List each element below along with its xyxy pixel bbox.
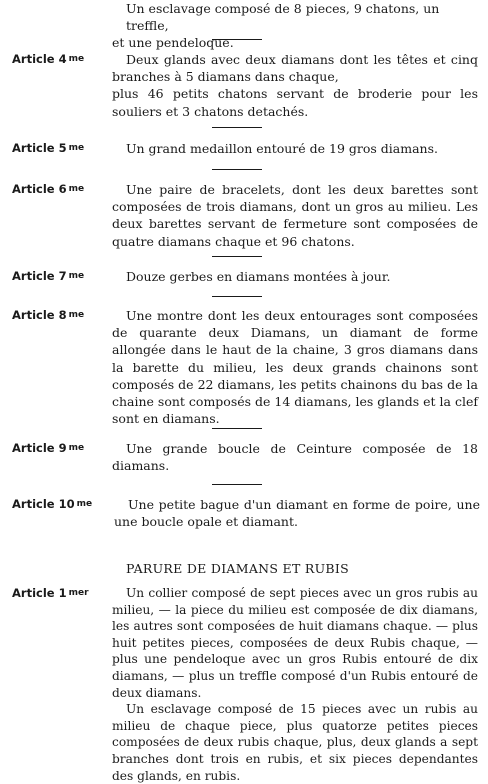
article-label: Article 6 $^{me}$ [12,182,85,196]
separator-rule [212,296,262,297]
separator-rule [212,39,262,40]
article-text: Une petite bague d'un diamant en forme de poire, une une boucle opale et diamant. [114,497,480,530]
section-title: PARURE DE DIAMANS ET RUBIS [126,561,350,576]
article-text: Deux glands avec deux diamans dont les têtes et cinq branches à 5 diamans dans chaque, plus 46 petits chatons servant de broderie pour les souliers et 3 chatons detachés. [112,52,478,119]
article-label: Article 4 $^{me}$ [12,52,85,66]
lead-paragraph [112,0,480,51]
article-label: Article 10 $^{me}$ [12,497,93,511]
article-text: Un grand medaillon entouré de 19 gros diamans. [126,141,438,156]
article-text: Une paire de bracelets, dont les deux barettes sont composées de trois diamans, dont un gros au milieu. Les deux barettes servant de fermeture sont composées de quatre diamans chaque et 96 chatons. [112,182,478,249]
article-text: Douze gerbes en diamans montées à jour. [126,269,391,284]
article-text: Une montre dont les deux entourages sont composées de quarante deux Diamans, un diamant de forme allongée dans le haut de la chaine, 3 gros diamans dans la barette du milieu, les deux grands chainons sont composés de 22 diamans, les petits chainons du bas de la chaine sont composés de 14 diamans, les glands et la clef sont en diamans. [112,308,478,427]
article-label: Article 7 $^{me}$ [12,269,85,283]
separator-rule [212,127,262,128]
article-text: Un collier composé de sept pieces avec un gros rubis au milieu, — la piece du milieu est composée de dix diamans, les autres sont composées de huit diamans chaque. — plus huit petites pieces, composées de deux Rubis chaque, — plus une pendeloque avec un gros Rubis entouré de dix diamans, — plus un treffle composé d'un Rubis entouré de deux diamans. Un esclavage composé de 15 pieces avec un rubis au milieu de chaque piece, plus quatorze petites pieces composées de deux rubis chaque, plus, deux glands a sept branches dont trois en rubis, et six pieces dependantes des glands, en rubis. [112,586,478,783]
article-text: Une grande boucle de Ceinture composée de 18 diamans. [112,441,478,474]
article-label: Article 5 $^{me}$ [12,141,85,155]
lead-line-1: Un esclavage composé de 8 pieces, 9 chatons, un treffle, [126,1,440,33]
lead-line-2: et une pendeloque. [112,35,234,50]
article-label: Article 1 $^{mer}$ [12,586,89,600]
separator-rule [212,169,262,170]
separator-rule [212,484,262,485]
separator-rule [212,428,262,429]
article-label: Article 8 $^{me}$ [12,308,85,322]
separator-rule [212,256,262,257]
article-label: Article 9 $^{me}$ [12,441,85,455]
